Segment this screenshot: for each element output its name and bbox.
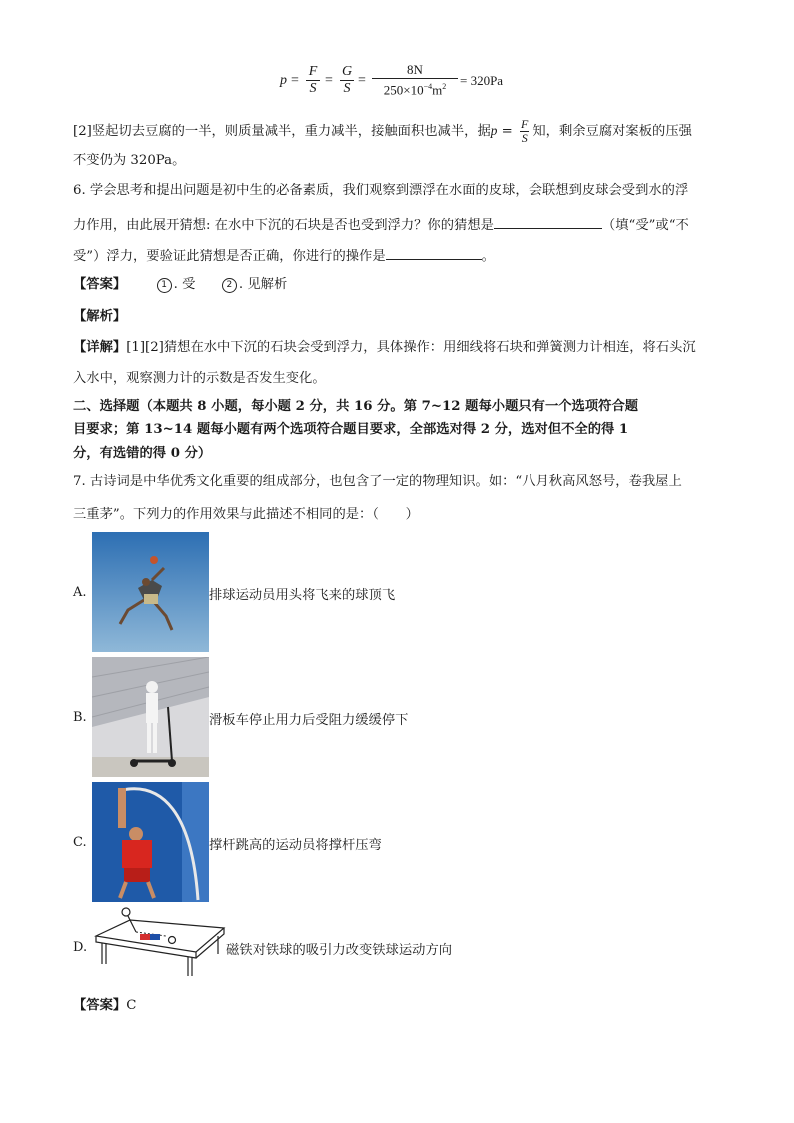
inline-p: p	[490, 123, 498, 138]
analysis-label: 【解析】	[73, 309, 127, 324]
magnet-iron-ball-diagram	[92, 906, 228, 980]
detail-label: 【详解】	[73, 340, 127, 355]
section2-line2: 目要求；第 13~14 题每小题有两个选项符合题目要求，全部选对得 2 分，选对但不全的得 1	[73, 422, 629, 437]
option-d-text: 磁铁对铁球的吸引力改变铁球运动方向	[226, 943, 453, 958]
circled-one-icon: 1	[157, 278, 172, 293]
inline-fraction	[520, 118, 529, 145]
fraction-denominator: S	[343, 81, 351, 96]
para2-text-b: 知，剩余豆腐对案板的压强	[532, 124, 692, 139]
formula-eq-3: =	[358, 73, 366, 88]
q6-line2-hint: （填“受”或“不	[601, 218, 689, 233]
detail-line2: 入水中，观察测力计的示数是否发生变化。	[73, 371, 326, 386]
q7-line1: 7. 古诗词是中华优秀文化重要的组成部分，也包含了一定的物理知识。如：“八月秋高风怒号，卷我屋上	[73, 474, 682, 489]
pressure-formula	[280, 62, 540, 102]
para2-text-a: [2]竖起切去豆腐的一半，则质量减半，重力减半，接触面积也减半，据	[73, 124, 491, 139]
answer6-line	[73, 276, 287, 294]
answer-blank-2	[386, 245, 482, 260]
option-b-letter: B.	[73, 710, 87, 725]
detail-line1	[73, 339, 696, 357]
q6-line3-end: 。	[481, 249, 495, 264]
formula-eq-2: =	[325, 73, 333, 88]
fraction-denominator	[372, 79, 458, 98]
formula-p: p	[280, 73, 287, 88]
section2-line1: 二、选择题（本题共 8 小题，每小题 2 分，共 16 分。第 7~12 题每小题只有一个选项符合题	[73, 399, 639, 414]
option-c-text: 撑杆跳高的运动员将撑杆压弯	[209, 838, 382, 853]
q6-line3-text: 受”）浮力，要验证此猜想是否正确，你进行的操作是	[73, 249, 386, 264]
fraction-numerator: F	[306, 64, 320, 81]
q6-line2-text: 力作用，由此展开猜想: 在水中下沉的石块是否也受到浮力？你的猜想是	[73, 218, 494, 233]
option-a-text: 排球运动员用头将飞来的球顶飞	[209, 588, 396, 603]
answer7-label: 【答案】	[73, 998, 127, 1013]
q7-line2: 三重茅”。下列力的作用效果与此描述不相同的是：（ ）	[73, 507, 419, 522]
den-unit-exponent: 2	[442, 82, 447, 91]
para2-line1: [2]竖起切去豆腐的一半，则质量减半，重力减半，接触面积也减半，据p = $\frac{F}{S}$ 知，剩余豆腐对案板的压强	[73, 117, 692, 145]
fraction-denominator: S	[309, 81, 317, 96]
formula-result: = 320Pa	[460, 73, 504, 88]
q6-line3	[73, 245, 495, 266]
q6-line2	[73, 214, 689, 235]
den-exponent: −4	[423, 82, 433, 91]
circled-two-icon: 2	[222, 278, 237, 293]
option-d-letter: D.	[73, 940, 88, 955]
den-unit: m	[432, 82, 443, 98]
inline-denominator: S	[521, 131, 528, 145]
fraction-numerator: G	[341, 64, 353, 79]
q6-line1: 6. 学会思考和提出问题是初中生的必备素质，我们观察到漂浮在水面的皮球，会联想到皮球会受到水的浮	[73, 183, 689, 198]
fraction-g-over-s	[340, 64, 354, 97]
volleyball-player-image	[92, 532, 209, 652]
inline-numerator: F	[521, 117, 529, 131]
answer-label: 【答案】	[73, 277, 127, 292]
fraction-numerator: 8N	[372, 62, 458, 79]
formula-eq-1: =	[291, 73, 299, 88]
pole-vaulter-image	[92, 782, 209, 902]
answer-blank-1	[494, 214, 602, 229]
den-coefficient: 250×10	[383, 82, 424, 98]
scooter-rider-image	[92, 657, 209, 777]
detail-text-1: [1][2]猜想在水中下沉的石块会受到浮力，具体操作：用细线将石块和弹簧测力计相连，将石头沉	[126, 340, 696, 355]
option-c-letter: C.	[73, 835, 87, 850]
answer6-value-2: . 见解析	[238, 277, 288, 292]
fraction-values	[372, 62, 458, 98]
answer6-value-1: . 受	[173, 277, 196, 292]
para2-line2: 不变仍为 320Pa。	[73, 153, 186, 168]
answer7-line	[73, 997, 136, 1015]
answer7-value: C	[126, 998, 137, 1013]
option-b-text: 滑板车停止用力后受阻力缓缓停下	[209, 713, 409, 728]
option-a-letter: A.	[73, 585, 87, 600]
section2-line3: 分，有选错的得 0 分）	[73, 446, 212, 461]
fraction-f-over-s	[306, 64, 320, 97]
